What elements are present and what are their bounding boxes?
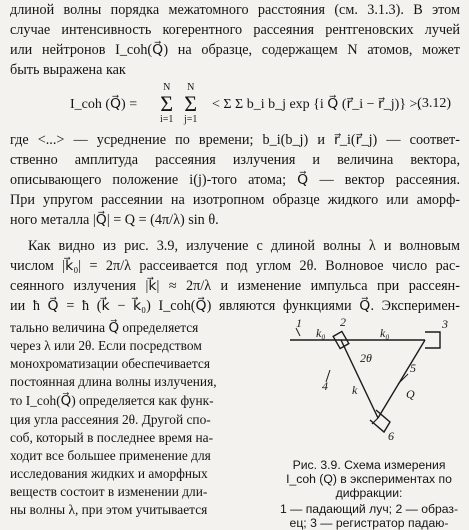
text-line-9: ного металла |Q⃗| = Q = (4π/λ) sin θ.	[10, 212, 219, 228]
sum-i: N Σ i=1	[160, 82, 174, 125]
fig-label-6: 6	[388, 429, 394, 443]
detector-6	[370, 410, 390, 432]
text-line-22: исследования жидких и аморфных	[10, 466, 208, 481]
text-line-24: ны волны λ, при этом учитывается	[10, 502, 208, 517]
fig-label-k0-incident: k₀	[316, 326, 326, 340]
sum-i-lower: i=1	[160, 114, 174, 125]
caption-title-b: I_coh (Q) в экспериментах по	[286, 472, 452, 486]
text-line-14: тально величина Q⃗ определяется	[10, 320, 199, 335]
legend-line-a: 1 — падающий луч; 2 — образ-	[279, 502, 459, 516]
equation-3-12	[0, 83, 469, 129]
text-line-17: постоянная длина волны излучения,	[10, 374, 217, 389]
text-line-21: ходит все большее применение для	[10, 448, 211, 463]
text-line-16: монохроматизации обеспечивается	[10, 356, 210, 371]
fig-label-angle: 2θ	[360, 351, 372, 365]
text-line-5: где <...> — усреднение по времени; b_i(b_j) и r⃗_i(r⃗_j) — соответ-	[10, 132, 460, 148]
figure-legend	[272, 502, 466, 530]
fig-label-5: 5	[410, 361, 416, 375]
text-line-8: При упругом рассеянии на изотропном образце жидкого или аморф-	[10, 192, 460, 208]
text-line-10: Как видно из рис. 3.9, излучение с длиной волны λ и волновым	[28, 238, 460, 254]
scattering-vector-line	[378, 340, 425, 418]
text-line-19: ция угла рассеяния 2θ. Другой спо-	[10, 412, 211, 427]
detector-3	[425, 332, 440, 348]
text-line-12: сеянного излучения |k⃗| ≈ 2π/λ и изменение импульса при рассеян-	[10, 278, 460, 294]
text-line-2: случае интенсивность когерентного рассеяния рентгеновских лучей	[10, 22, 460, 38]
figure-caption	[272, 458, 466, 500]
caption-title-a: Рис. 3.9. Схема измерения	[292, 458, 446, 472]
fig-label-2: 2	[340, 318, 346, 329]
text-line-13: ии ħ Q⃗ = ħ (k⃗ − k⃗₀) I_coh(Q⃗) являются функциями Q⃗. Эксперимен-	[10, 298, 460, 314]
text-line-6: ственно амплитуда рассеяния излучения и величина вектора,	[10, 152, 460, 168]
fig-label-q: Q	[406, 387, 415, 401]
sum-j-upper: N	[187, 82, 195, 93]
fig-label-k0-forward: k₀	[380, 326, 390, 340]
equation-number: (3.12)	[417, 96, 451, 111]
caption-title-c: дифракции:	[335, 486, 403, 500]
text-line-11: числом |k⃗₀| = 2π/λ рассеивается под углом 2θ. Волновое число рас-	[10, 258, 460, 274]
fig-label-3: 3	[442, 318, 448, 331]
text-line-3: или нейтронов I_coh(Q⃗) на образце, содержащем N атомов, может	[10, 42, 460, 58]
fig-label-k: k	[352, 383, 358, 397]
equation-lhs: I_coh (Q⃗) =	[70, 97, 138, 112]
legend-line-b: ец; 3 — регистратор падаю-	[289, 516, 449, 530]
fig-label-1: 1	[296, 318, 302, 330]
fig-label-4: 4	[322, 379, 328, 393]
text-line-15: через λ или 2θ. Если посредством	[10, 338, 202, 353]
diffraction-diagram	[260, 318, 469, 458]
text-line-23: веществ состоит в изменении дли-	[10, 484, 208, 499]
text-line-20: соб, который в последнее время на-	[10, 430, 214, 445]
text-line-4: быть выражена как	[10, 62, 126, 78]
sum-j-lower: j=1	[184, 114, 198, 125]
text-line-18: то I_coh(Q⃗) определяется как функ-	[10, 393, 214, 408]
text-line-7: описывающего положение i(j)-того атома; Q⃗ — вектор рассеяния.	[10, 172, 460, 188]
text-line-1: длиной волны порядка межатомного расстояния (см. 3.1.3). В этом	[10, 2, 460, 18]
equation-body: < Σ Σ b_i b_j exp {i Q⃗ (r⃗_i − r⃗_j)} >,	[212, 97, 421, 112]
sum-j: N Σ j=1	[184, 82, 198, 125]
sum-i-upper: N	[163, 82, 171, 93]
